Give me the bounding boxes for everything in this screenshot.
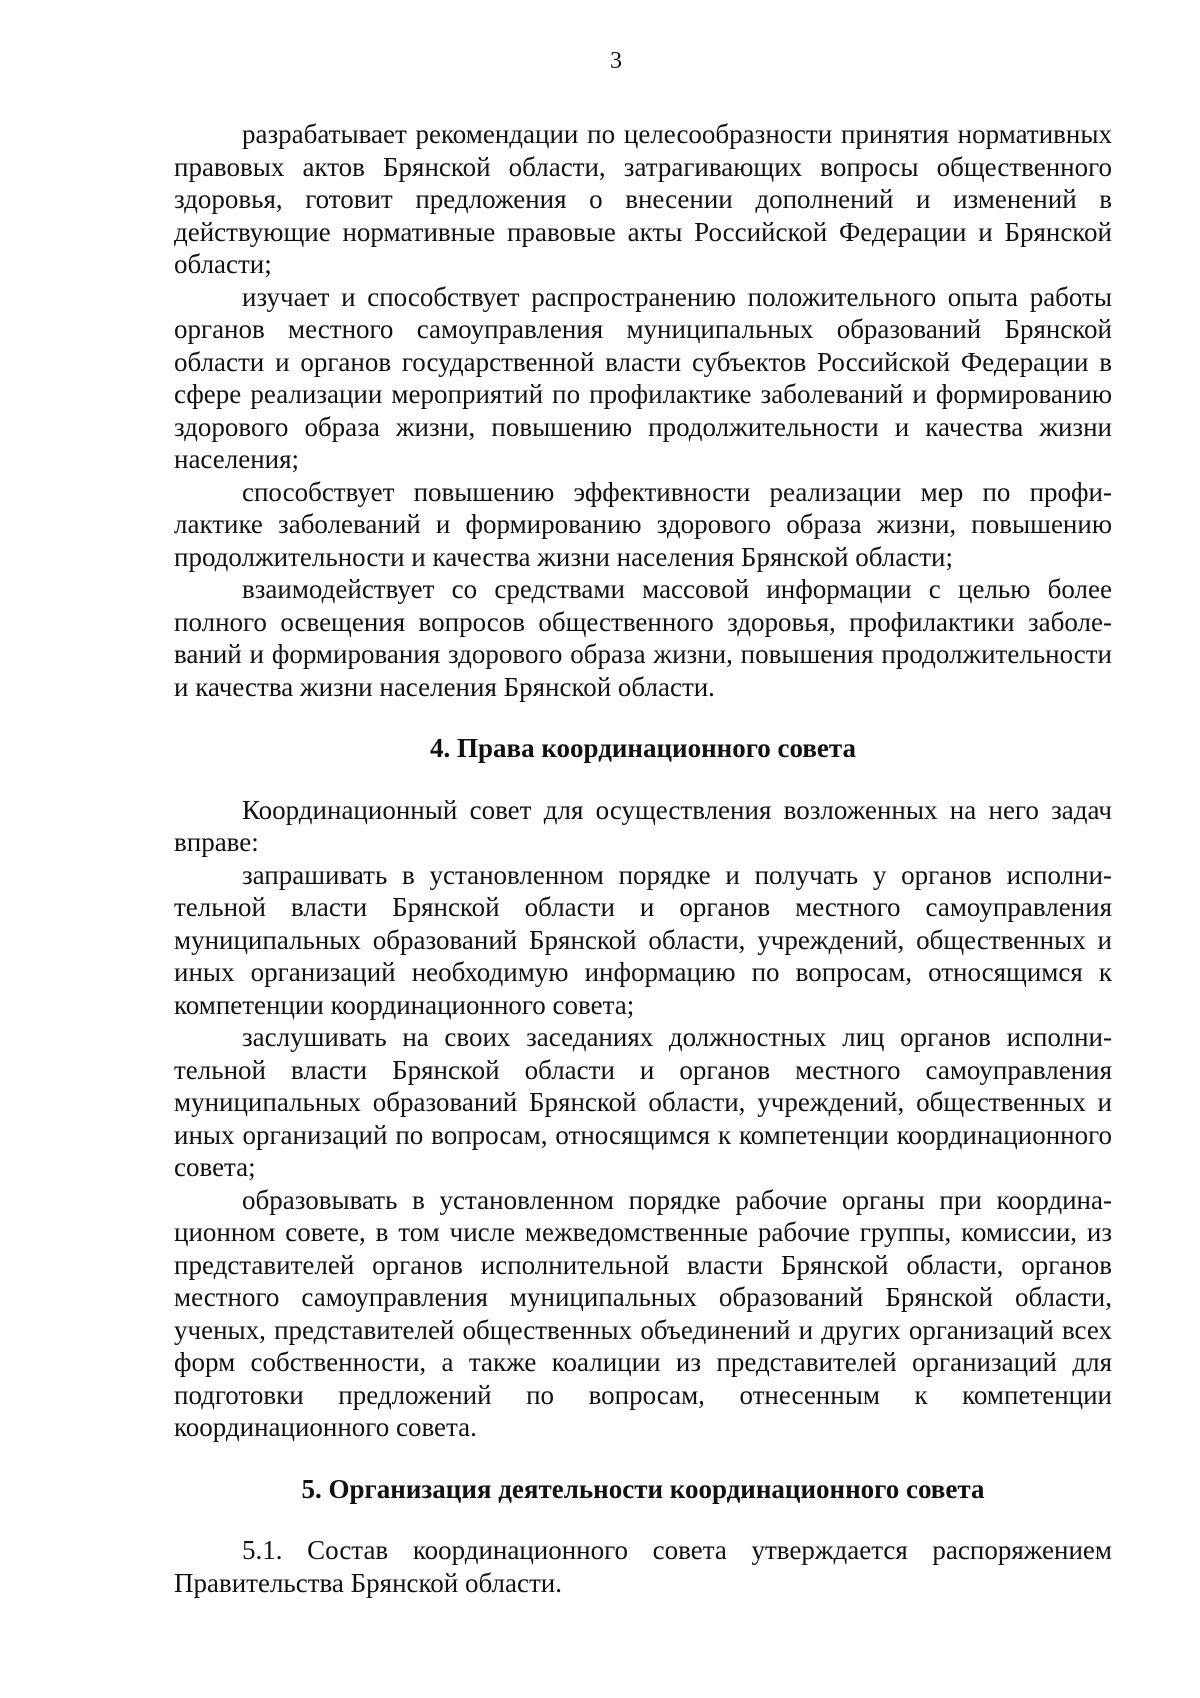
- paragraph-form-bodies: образовывать в установленном порядке рабочие органы при координационном совете, в том числе межведомственные рабочие группы, комиссии, из представителей органов исполнительной власти Брянской области, органов местного самоуправления муниципальных образований Брянской области, ученых, представителей общественных объединений и других организаций всех форм собственности, а также коалиции из представителей организаций для подготовки предложений по вопросам, отнесенным к компетенции координационного совета.: [174, 1184, 1112, 1442]
- paragraph-recommendations: разрабатывает рекомендации по целесообразности принятия нормативных правовых актов Брянской области, затрагивающих вопросы общественного здоровья, готовит предложения о внесении дополнений и изменений в действующие нормативные правовые акты Российской Федерации и Брянской области;: [174, 119, 1112, 279]
- paragraph-efficiency: способствует повышению эффективности реализации мер по профилактике заболеваний и формированию здорового образа жизни, повышению продолжительности и качества жизни населения Брянской области;: [174, 476, 1112, 572]
- section-4-heading: 4. Права координационного совета: [429, 733, 856, 763]
- paragraph-media: взаимодействует со средствами массовой информации с целью более полного освещения вопросов общественного здоровья, профилактики заболеваний и формирования здорового образа жизни, повышения продолжительности и качества жизни населения Брянской области.: [174, 574, 1112, 702]
- paragraph-experience: изучает и способствует распространению положительного опыта работы органов местного самоуправления муниципальных образований Брянской области и органов государственной власти субъектов Российской Федерации в сфере реализации мероприятий по профилактике заболеваний и формированию здорового образа жизни, повышению продолжительности и качества жизни населения;: [174, 281, 1112, 474]
- paragraph-composition: 5.1. Состав координационного совета утверждается распоряжением Правительства Брянской области.: [174, 1535, 1112, 1598]
- section-5-heading: 5. Организация деятельности координационного совета: [301, 1473, 985, 1504]
- document-body: [174, 118, 1112, 1599]
- page-number: 3: [610, 48, 622, 74]
- paragraph-rights-intro: Координационный совет для осуществления возложенных на него задач вправе:: [174, 794, 1112, 857]
- paragraph-hear-officials: заслушивать на своих заседаниях должностных лиц органов исполнительной власти Брянской области и органов местного самоуправления муниципальных образований Брянской области, учреждений, общественных и иных организаций по вопросам, относящимся к компетенции координационного совета;: [174, 1022, 1112, 1182]
- paragraph-request-info: запрашивать в установленном порядке и получать у органов исполнительной власти Брянской области и органов местного самоуправления муниципальных образований Брянской области, учреждений, общественных и иных организаций необходимую информацию по вопросам, относящимся к компетенции координационного совета;: [174, 859, 1112, 1020]
